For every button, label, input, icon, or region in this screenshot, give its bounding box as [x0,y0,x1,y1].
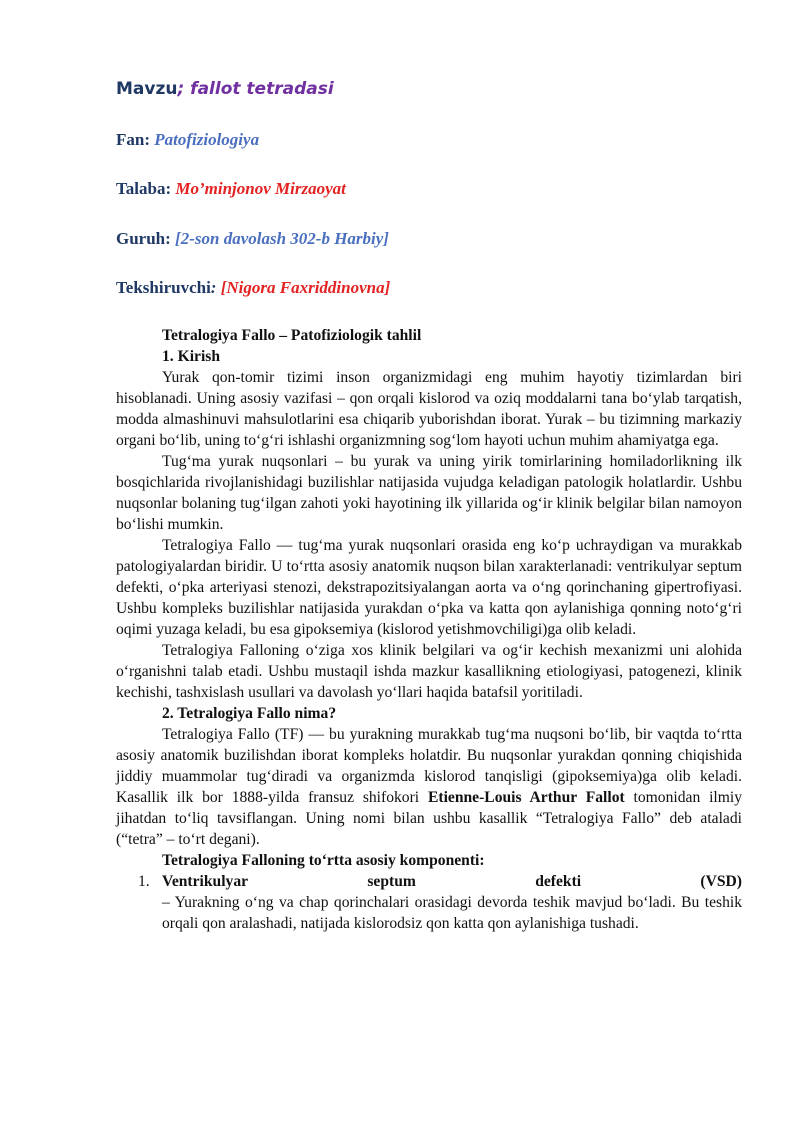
reviewer-line [116,277,390,298]
subject-line [116,129,259,150]
student-label: Talaba: [116,179,172,198]
list-item-title-word: defekti [535,873,582,890]
section-1-heading: 1. Kirish [162,348,221,365]
fallot-name: Etienne-Louis Arthur Fallot [427,789,625,806]
components-heading: Tetralogiya Falloning to‘rtta asosiy komponenti: [162,852,485,869]
reviewer-label: Tekshiruvchi [116,278,211,297]
reviewer-value: [Nigora Faxriddinovna] [220,278,391,297]
document-body [116,325,742,934]
section-1-paragraph-3: Tetralogiya Fallo — tug‘ma yurak nuqsonlari orasida eng ko‘p uchraydigan va murakkab patologiyalardan biridir. U to‘rtta asosiy anatomik nuqson bilan xarakterlanadi: ventrikulyar septum defekti, o‘pka arteriyasi stenozi, dekstrapozitsiyalangan aorta va o‘ng qorinchaning gipertrofiyasi. Ushbu kompleks buzilishlar natijasida yurakdan o‘pka va katta qon aylanishiga qonning noto‘g‘ri oqimi yuzaga keladi, bu esa gipoksemiya (kislorod yetishmovchiligi)ga olib keladi. [116,537,742,638]
section-1-paragraph-2: Tug‘ma yurak nuqsonlari – bu yurak va uning yirik tomirlarining homiladorlikning ilk bosqichlarida rivojlanishidagi buzilishlar natijasida vujudga keladigan patologik holatlardir. Ushbu nuqsonlar bolaning tug‘ilgan zahoti yoki hayotining ilk yillarida og‘ir klinik belgilar bilan namoyon bo‘lishi mumkin. [116,453,742,533]
subject-value: Patofiziologiya [154,130,260,149]
list-item-title-word: Ventrikulyar [162,873,249,890]
section-2-paragraph-1-end: tomonidan ilmiy jihatdan to‘liq tavsiflangan. Uning nomi bilan ushbu kasallik “Tetralogiya Fallo” deb ataladi (“tetra” – to‘rt degani). [116,789,743,848]
section-1-paragraph-4: Tetralogiya Falloning o‘ziga xos klinik belgilari va og‘ir kechish mexanizmi uni alohida o‘rganishni talab etadi. Ushbu mustaqil ishda mazkur kasallikning etiologiyasi, patogenezi, klinik kechishi, tashxislash usullari va davolash yo‘llari haqida batafsil yoritiladi. [116,642,742,701]
subject-label: Fan: [116,130,150,149]
group-label: Guruh: [116,229,171,248]
list-item [116,871,742,934]
student-line [116,178,346,199]
group-line [116,228,389,249]
list-item-title [162,871,742,892]
list-item-description: – Yurakning o‘ng va chap qorinchalari orasidagi devorda teshik mavjud bo‘ladi. Bu teshik orqali qon aralashadi, natijada kislorodsiz qon katta qon aylanishiga tushadi. [162,894,742,932]
topic-label: Mavzu [116,79,178,99]
student-value: Mo’minjonov Mirzaoyat [175,179,346,198]
section-2-heading: 2. Tetralogiya Fallo nima? [162,705,337,722]
section-1-paragraph-1: Yurak qon-tomir tizimi inson organizmidagi eng muhim hayotiy tizimlardan biri hisoblanadi. Uning asosiy vazifasi – qon orqali kislorod va oziq moddalarni tana bo‘ylab tarqatish, modda almashinuvi mahsulotlarini esa chiqarib yuborishdan iborat. Yurak – bu tizimning markaziy organi bo‘lib, uning to‘g‘ri ishlashi organizmning sog‘lom hayoti uchun muhim ahamiyatga ega. [116,369,742,449]
document-title: Tetralogiya Fallo – Patofiziologik tahlil [162,327,422,344]
list-item-title-word: septum [367,873,416,890]
list-item-number: 1. [138,873,150,890]
components-list [116,871,742,934]
topic-line [116,79,334,100]
list-item-title-word: (VSD) [700,873,742,890]
group-value: [2-son davolash 302-b Harbiy] [175,229,389,248]
reviewer-colon: : [210,278,217,297]
topic-value: ; fallot tetradasi [177,79,334,99]
section-2-paragraph-1 [116,724,742,850]
section-2-paragraph-1-start: Tetralogiya Fallo (TF) — bu yurakning murakkab tug‘ma nuqsoni bo‘lib, bir vaqtda to‘rtta asosiy anatomik buzilishdan iborat kompleks holatdir. Bu nuqsonlar yurakdan qonning chiqishida jiddiy muammolar tug‘diradi va organizmda kislorod tanqisligi (gipoksemiya)ga olib keladi. Kasallik ilk bor 1888-yilda fransuz shifokori [116,726,742,806]
